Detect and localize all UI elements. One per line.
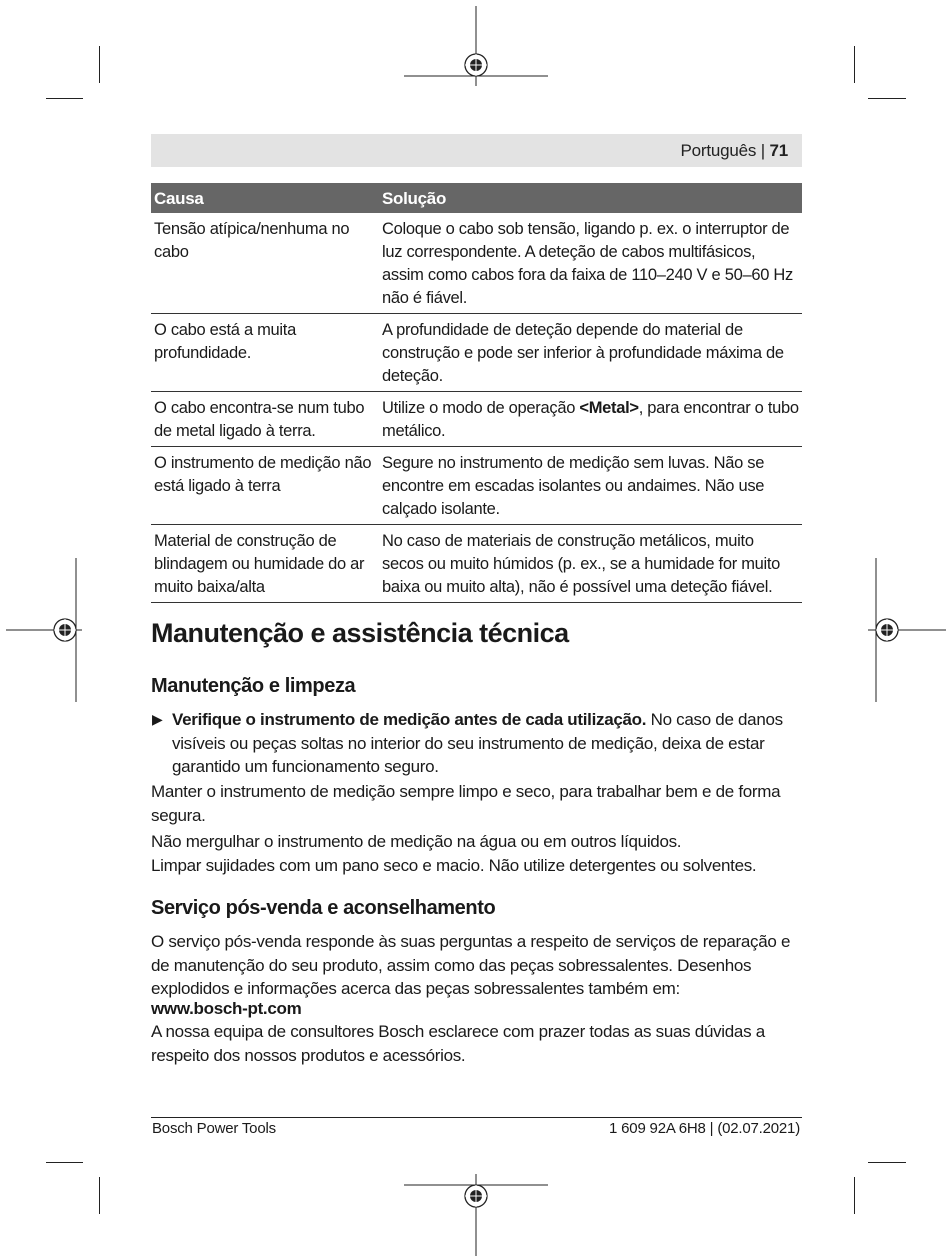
table-header-row [151, 183, 802, 213]
solution-cell: No caso de materiais de construção metálicos, muito secos ou muito húmidos (p. ex., se a humidade for muito baixa ou muito alta), não é possível uma deteção fiável. [379, 525, 802, 603]
crop-mark [854, 46, 855, 83]
solution-text: , para encontrar o tubo metálico. [382, 399, 799, 440]
solution-cell: Coloque o cabo sob tensão, ligando p. ex. o interruptor de luz correspondente. A deteção de cabos multifásicos, assim como cabos fora da faixa de 110–240 V e 50–60 Hz não é fiável. [379, 213, 802, 314]
crop-mark [854, 1177, 855, 1214]
maintenance-paragraph: Limpar sujidades com um pano seco e macio. Não utilize detergentes ou solventes. [151, 856, 757, 875]
header-language: Português [680, 141, 757, 160]
maintenance-heading: Manutenção e limpeza [151, 675, 356, 697]
page-header-text: Português | 71 [680, 141, 788, 160]
cause-cell: O cabo encontra-se num tubo de metal ligado à terra. [151, 392, 379, 447]
section-title: Manutenção e assistência técnica [151, 618, 569, 648]
footer-divider [151, 1117, 802, 1118]
service-url-link[interactable]: www.bosch-pt.com [151, 999, 302, 1018]
registration-mark-icon [868, 558, 946, 702]
bullet-bold-text: Verifique o instrumento de medição antes de cada utilização. [172, 710, 647, 729]
cause-cell: Tensão atípica/nenhuma no cabo [151, 213, 379, 314]
footer-brand: Bosch Power Tools [152, 1120, 276, 1137]
solution-cell: A profundidade de deteção depende do material de construção e pode ser inferior à profundidade máxima de deteção. [379, 314, 802, 392]
service-paragraph: A nossa equipa de consultores Bosch esclarece com prazer todas as suas dúvidas a respeito dos nossos produtos e acessórios. [151, 1022, 765, 1065]
metal-mode-label: <Metal> [579, 399, 639, 417]
troubleshooting-table [151, 183, 802, 603]
maintenance-paragraph: Manter o instrumento de medição sempre limpo e seco, para trabalhar bem e de forma segura. [151, 782, 781, 825]
column-header-cause: Causa [151, 183, 379, 213]
registration-mark-icon [404, 1174, 548, 1256]
cause-cell: Material de construção de blindagem ou humidade do ar muito baixa/alta [151, 525, 379, 603]
bullet-normal-text: No caso de danos visíveis ou peças soltas no interior do seu instrumento de medição, deixa de estar garantido um funcionamento seguro. [172, 710, 783, 776]
cause-cell: O cabo está a muita profundidade. [151, 314, 379, 392]
registration-mark-icon [404, 6, 548, 86]
solution-cell [379, 392, 802, 447]
triangle-bullet-icon: ▶ [152, 711, 163, 727]
crop-mark [46, 1162, 83, 1163]
crop-mark [46, 98, 83, 99]
crop-mark [99, 46, 100, 83]
bullet-text [151, 708, 802, 779]
page-header [151, 134, 802, 167]
table-row [151, 392, 802, 447]
crop-mark [868, 98, 906, 99]
solution-cell: Segure no instrumento de medição sem luvas. Não se encontre em escadas isolantes ou andaimes. Não use calçado isolante. [379, 447, 802, 525]
footer-doc-ref: 1 609 92A 6H8 | (02.07.2021) [609, 1120, 800, 1137]
table-row [151, 525, 802, 603]
crop-mark [868, 1162, 906, 1163]
table-row [151, 314, 802, 392]
cause-cell: O instrumento de medição não está ligado à terra [151, 447, 379, 525]
page-number: 71 [769, 141, 788, 160]
service-paragraph: O serviço pós-venda responde às suas perguntas a respeito de serviços de reparação e de manutenção do seu produto, assim como das peças sobressalentes. Desenhos explodidos e informações acerca das peças sobressalentes também em: [151, 932, 791, 998]
solution-text: Utilize o modo de operação [382, 399, 580, 417]
registration-mark-icon [6, 558, 82, 702]
table-row [151, 213, 802, 314]
service-heading: Serviço pós-venda e aconselhamento [151, 897, 496, 919]
bullet-item [151, 708, 802, 779]
crop-mark [99, 1177, 100, 1214]
table-row [151, 447, 802, 525]
column-header-solution: Solução [379, 183, 802, 213]
maintenance-paragraph: Não mergulhar o instrumento de medição na água ou em outros líquidos. [151, 832, 682, 851]
